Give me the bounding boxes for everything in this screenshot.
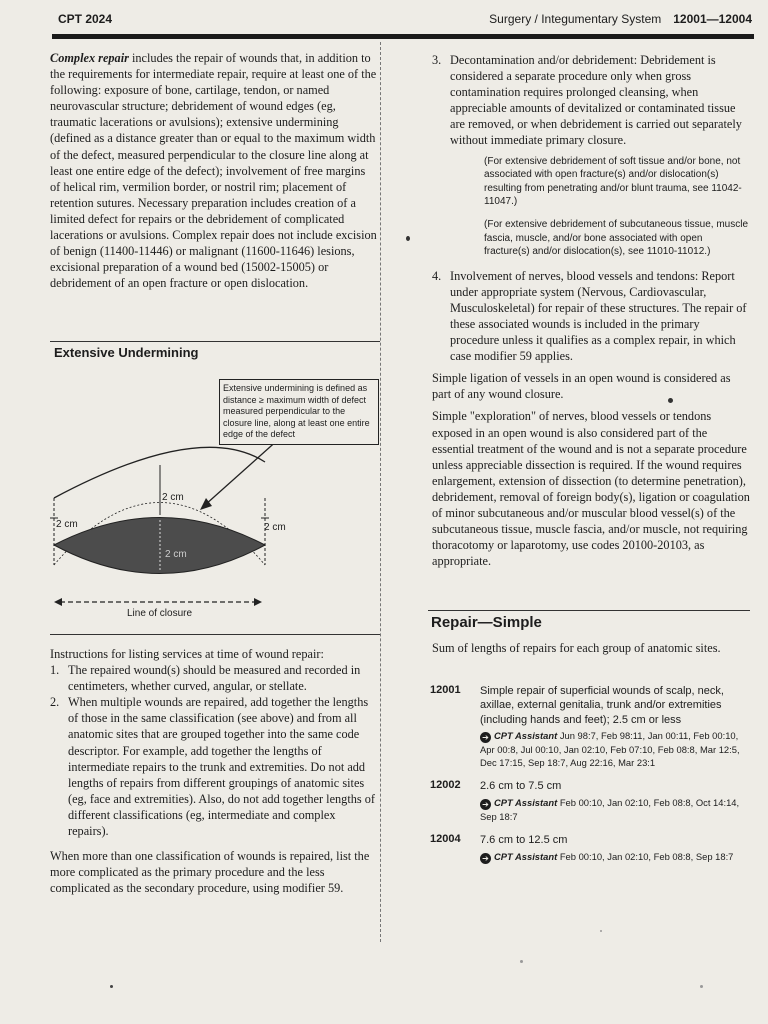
instruction-item: 1. The repaired wound(s) should be measured and recorded in centimeters, whether curved, angular, or stellate. xyxy=(50,663,361,694)
line-of-closure-label: Line of closure xyxy=(127,608,193,619)
code-number: 12001 xyxy=(430,684,461,696)
code-number: 12004 xyxy=(430,833,461,845)
complex-repair-text: includes the repair of wounds that, in addition to the requirements for intermediate repair, require at least one of the following: exposure of bone, cartilage, tendon, or named neurovascular structure; debridement of wound edges (eg, traumatic lacerations or avulsions); extensive undermining (defined as a distance greater than or equal to the maximum width of the defect, measured perpendicular to the closure line along at least one entire edge of the defect); involvement of free margins of helical rim, vermilion border, or nostril rim; placement of retention sutures. Necessary preparation includes creation of a limited defect for repairs or the debridement of complicated lacerations or avulsions. Complex repair does not include excision of benign (11400-11446) or malignant (11600-11646) lesions, excisional preparation of a wound bed (15002-15005) or debridement of an open fracture or open dislocation. xyxy=(50,51,377,291)
instructions-block xyxy=(50,646,378,896)
cpt-assistant-refs: ➔ CPT Assistant Jun 98:7, Feb 98:11, Jan 00:11, Feb 00:10, Apr 00:8, Jul 00:10, Jan 02:10, Feb 07:10, Feb 08:8, Mar 12:5, Dec 17:15, Sep 18:7, Aug 22:16, Mar 23:1 xyxy=(480,730,740,768)
scan-speck xyxy=(406,236,410,241)
repair-simple-rule xyxy=(428,610,750,611)
running-header xyxy=(489,12,752,26)
right-column-top xyxy=(432,52,750,569)
instructions-rule xyxy=(50,634,380,635)
instruction-item: 2. When multiple wounds are repaired, add together the lengths of those in the same classification (see above) and from all anatomic sites that are grouped together into the same code descriptor. For example, add together the lengths of intermediate repairs to the trunk and extremities. Do not add lengths of repairs from different groupings of anatomic sites (eg, face and extremities). Also, do not add together lengths of different classifications (eg, intermediate and complex repairs). xyxy=(50,695,375,839)
repair-simple-title: Repair—Simple xyxy=(431,614,542,631)
scan-speck xyxy=(520,960,523,963)
book-title: CPT 2024 xyxy=(58,12,113,26)
complex-repair-term: Complex repair xyxy=(50,51,129,65)
arrow-icon: ➔ xyxy=(480,799,491,810)
code-range: 12001—12004 xyxy=(673,12,752,26)
repair-simple-subtitle: Sum of lengths of repairs for each group of anatomic sites. xyxy=(432,641,721,655)
debridement-note-1: (For extensive debridement of soft tissue and/or bone, not associated with open fracture(s) and/or dislocation(s) resulting from penetrating and/or blunt trauma, see 11042-11047.) xyxy=(484,155,742,208)
dimension-label-defect: 2 cm xyxy=(165,549,187,560)
undermining-title: Extensive Undermining xyxy=(54,345,199,360)
section-name: Surgery / Integumentary System xyxy=(489,12,662,26)
ligation-paragraph: Simple ligation of vessels in an open wound is considered as part of any wound closure. xyxy=(432,371,731,402)
scan-speck xyxy=(110,985,113,988)
cpt-assistant-refs: ➔ CPT Assistant Feb 00:10, Jan 02:10, Feb 08:8, Sep 18:7 xyxy=(480,850,752,864)
code-description: 2.6 cm to 7.5 cm xyxy=(480,780,562,792)
complex-repair-paragraph xyxy=(50,50,378,291)
modifier-59-paragraph: When more than one classification of wounds is repaired, list the more complicated as the primary procedure and the less complicated as the secondary procedure, using modifier 59. xyxy=(50,849,370,896)
decontamination-item: 3. Decontamination and/or debridement: Debridement is considered a separate procedure only when gross contamination requires prolonged cleansing, when appreciable amounts of devitalized or contaminated tissue are removed, or when debridement is carried out separately without immediate primary closure. xyxy=(432,53,742,148)
closure-arrow-right xyxy=(254,598,262,606)
instructions-list xyxy=(50,662,378,839)
cpt-assistant-refs: ➔ CPT Assistant Feb 00:10, Jan 02:10, Feb 08:8, Oct 14:14, Sep 18:7 xyxy=(480,797,740,822)
header-rule xyxy=(52,34,754,39)
section-rule xyxy=(50,341,380,342)
instructions-title: Instructions for listing services at time of wound repair: xyxy=(50,647,324,661)
right-list-3 xyxy=(432,52,750,149)
involvement-item: 4. Involvement of nerves, blood vessels and tendons: Report under appropriate system (Nervous, Cardiovascular, Musculoskeletal) for repair of these structures. The repair of these associated wounds is included in the primary procedure unless it qualifies as a complex repair, in which case modifier 59 applies. xyxy=(432,268,747,364)
scan-speck xyxy=(700,985,703,988)
code-number: 12002 xyxy=(430,779,461,791)
dimension-label-top: 2 cm xyxy=(162,492,184,503)
code-description: Simple repair of superficial wounds of scalp, neck, axillae, external genitalia, trunk and/or extremities (including hands and feet); 2.5 cm or less xyxy=(480,685,724,726)
closure-arrow-left xyxy=(54,598,62,606)
exploration-paragraph: Simple "exploration" of nerves, blood vessels or tendons exposed in an open wound is also considered part of the essential treatment of the wound and is not a separate procedure unless appreciable dissection is required. If the wound requires enlargement, extension of dissection (to determine penetration), debridement, removal of foreign body(s), ligation or coagulation of minor subcutaneous and/or muscular blood vessel(s) of the subcutaneous tissue, muscle fascia, and/or muscle, not requiring thoracotomy or laparotomy, use codes 20100-20103, as appropriate. xyxy=(432,409,750,569)
code-description: 7.6 cm to 12.5 cm xyxy=(480,834,568,846)
arrow-icon: ➔ xyxy=(480,732,491,743)
dimension-label-right: 2 cm xyxy=(264,522,286,533)
column-divider xyxy=(380,42,381,942)
undermining-definition-box: Extensive undermining is defined as distance ≥ maximum width of defect measured perpendicular to the closure line, along at least one entire edge of the defect xyxy=(219,379,379,445)
scan-speck xyxy=(600,930,602,932)
scan-speck xyxy=(668,398,673,403)
arrow-icon: ➔ xyxy=(480,853,491,864)
dimension-label-left: 2 cm xyxy=(56,519,78,530)
right-list-4 xyxy=(432,268,750,365)
debridement-note-2: (For extensive debridement of subcutaneous tissue, muscle fascia, muscle, and/or bone associated with open fracture(s) and/or dislocation(s), see 11010-11012.) xyxy=(484,218,749,258)
